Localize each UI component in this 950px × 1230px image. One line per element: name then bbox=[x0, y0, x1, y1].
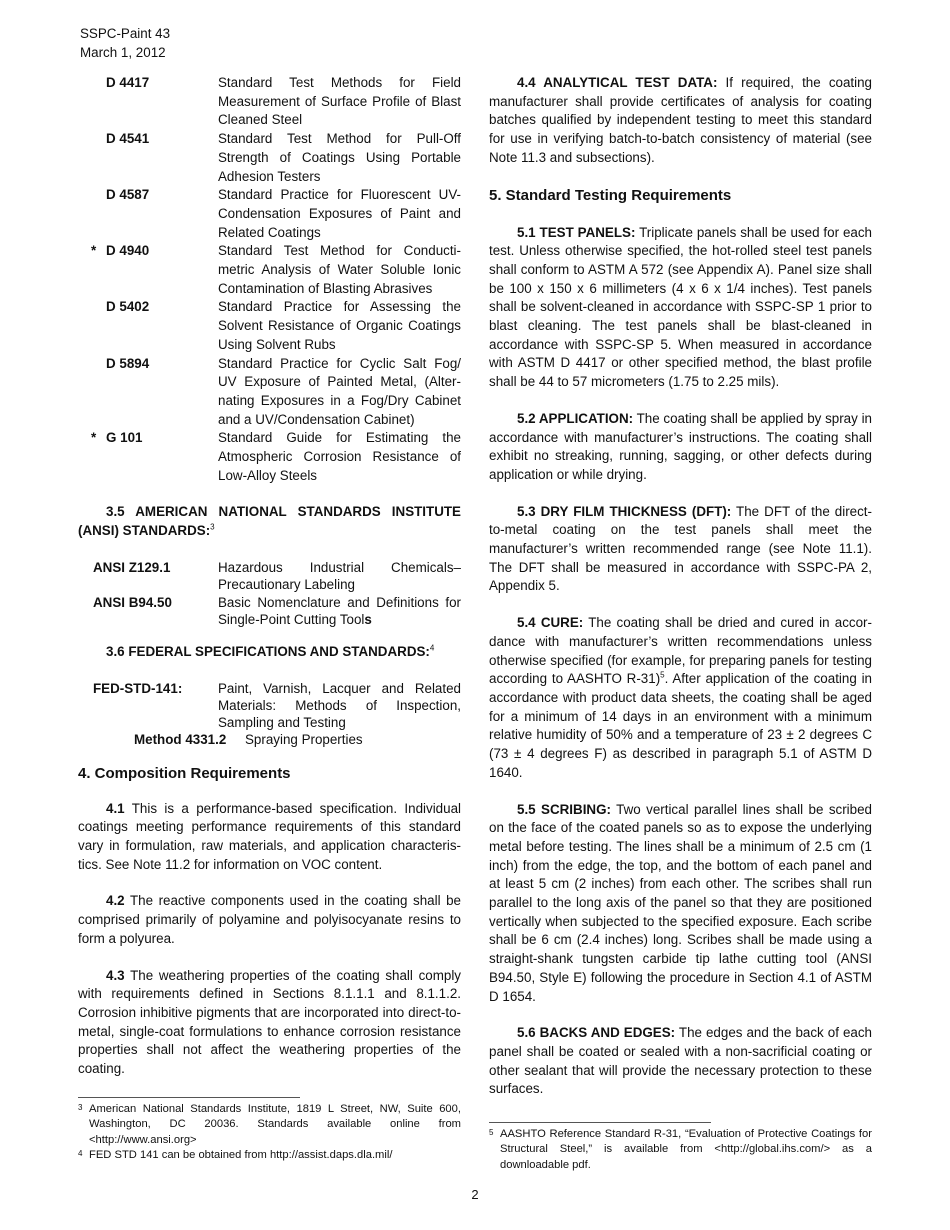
paragraph-5-5: 5.5 SCRIBING: Two vertical parallel lines shall be scribed on the face of the coated panels so as to expose the underlying metal before testing. The lines shall be a minimum of 2.5 cm (1 inch) from the edge, the top, and the bottom of each panel and at least 5 cm (2 inches) from each other. The scribes shall run parallel to the long axis of the panel so that they are positioned vertically when subjected to the specified exposure. Each scribe shall be 6 cm (2.4 inches) long. Scribes shall be made using a straight-shank tungsten carbide tip lathe cutting tool (ANSI B94.50, Style E) following the procedure in Section 4.1 of ASTM D 1654. bbox=[489, 801, 872, 1004]
reference-item bbox=[78, 594, 461, 629]
footnote: 3 American National Standards Institute, 1819 L Street, NW, Suite 600, Washington, DC 20036. Standards available online from <http://www.ansi.org> bbox=[78, 1103, 461, 1146]
reference-code: ANSI Z129.1 bbox=[93, 559, 171, 575]
paragraph-4-1: 4.1 This is a performance-based specification. Individual coatings meeting performance requirements of this standard vary in formulation, raw materials, and application characteristics. See Note 11.2 for information on VOC content. bbox=[78, 800, 461, 872]
paragraph-5-6: 5.6 BACKS AND EDGES: The edges and the back of each panel shall be coated or sealed with a non-sacrificial coating or other sealant that will provide the necessary protection to these surfaces. bbox=[489, 1025, 872, 1097]
reference-title: Standard Test Methods for Field Measurement of Surface Profile of Blast Cleaned Steel bbox=[218, 75, 461, 128]
paragraph-4-2: 4.2 The reactive components used in the coating shall be comprised primarily of polyamine and polyisocyanate resins to form a polyurea. bbox=[78, 893, 461, 946]
reference-title: Standard Test Method for Conductimetric Analysis of Water Soluble Ionic Contamination of Blasting Abrasives bbox=[218, 243, 461, 296]
reference-item bbox=[78, 74, 461, 130]
reference-item bbox=[78, 186, 461, 242]
section-5-heading: 5. Standard Testing Requirements bbox=[489, 186, 732, 204]
paragraph-5-3: 5.3 DRY FILM THICKNESS (DFT): The DFT of the direct-to-metal coating on the test panels shall meet the manufacturer’s written recommended range (see Note 11.1). The DFT shall be measured in accordance with SSPC-PA 2, Appendix 5. bbox=[489, 503, 872, 594]
reference-item bbox=[78, 355, 461, 430]
revision-asterisk: * bbox=[91, 243, 97, 259]
footnote-ref: 5 bbox=[660, 670, 665, 680]
footnotes-right bbox=[489, 1127, 872, 1173]
reference-title: Hazardous Industrial Chemicals– Precautionary Labeling bbox=[218, 559, 461, 593]
section-3-5-heading: 3.5 AMERICAN NATIONAL STANDARDS INSTITUTE (ANSI) STANDARDS:$^3$ bbox=[78, 504, 461, 539]
document-date: March 1, 2012 bbox=[80, 45, 166, 60]
reference-code: ANSI B94.50 bbox=[93, 594, 172, 610]
reference-code: Method 4331.2 bbox=[134, 731, 227, 747]
document-id: SSPC-Paint 43 bbox=[80, 26, 171, 41]
footnote-ref: 3 bbox=[210, 522, 215, 532]
reference-code: D 5894 bbox=[106, 355, 150, 371]
paragraph-4-3: 4.3 The weathering properties of the coating shall comply with requirements defined in Sections 8.1.1.1 and 8.1.1.2. Corrosion inhibitive pigments that are incorporated into direct-to-metal, single-coat formulations to enhance corrosion resistance properties shall not affect the weathering properties of the coating. bbox=[78, 967, 461, 1077]
reference-code: D 4417 bbox=[106, 75, 150, 90]
footnote: 5 AASHTO Reference Standard R-31, “Evaluation of Protective Coatings for Structural Steel,” is available from <http://global.ihs.com/> as a downloadable pdf. bbox=[489, 1128, 872, 1171]
footnote-ref: 4 bbox=[429, 643, 435, 653]
reference-item bbox=[78, 298, 461, 354]
astm-reference-list bbox=[78, 74, 461, 485]
reference-code: D 5402 bbox=[106, 299, 150, 315]
left-column bbox=[78, 74, 461, 1079]
paragraph-5-2: 5.2 APPLICATION: The coating shall be applied by spray in accordance with manufacturer’s instructions. The coating shall exhibit no streaking, running, sagging, or other defects during application or while drying. bbox=[489, 410, 872, 482]
reference-title: Standard Guide for Estimating the Atmospheric Corrosion Resistance of Low-Alloy Steels bbox=[218, 430, 461, 483]
reference-title: Standard Test Method for Pull-Off Strength of Coatings Using Portable Adhesion Testers bbox=[218, 131, 461, 184]
reference-title: Basic Nomenclature and Definitions for Single-Point Cutting Tools bbox=[218, 594, 461, 628]
right-column bbox=[489, 74, 872, 1099]
reference-code: FED-STD-141: bbox=[93, 680, 183, 696]
revision-asterisk: * bbox=[91, 430, 97, 446]
paragraph-4-4: 4.4 ANALYTICAL TEST DATA: If required, the coating manufacturer shall provide certificates of analysis for coating batches qualified by independent testing to meet this standard for use in verifying batch-to-batch consistency of material (see Note 11.3 and subsections). bbox=[489, 75, 873, 165]
reference-code: D 4541 bbox=[106, 131, 150, 147]
page-header bbox=[80, 24, 170, 62]
reference-item bbox=[78, 242, 461, 298]
reference-title: Standard Practice for Assessing the Solvent Resistance of Organic Coatings Using Solvent Rubs bbox=[218, 299, 461, 352]
paragraph-5-1: 5.1 TEST PANELS: Triplicate panels shall be used for each test. Unless otherwise specified, the hot-rolled steel test panels shall conform to ASTM A 572 (see Appendix A). Panel size shall be 100 x 150 x 6 millimeters (4 x 6 x 1/4 inches). Test panels shall be solvent-cleaned in accordance with SSPC-SP 1 prior to blast cleaning. The test panels shall be blast-cleaned in accordance with SSPC-SP 5. When measured in accordance with ASTM D 4417 or other specified method, the blast profile shall be 44 to 57 micrometers (1.75 to 2.25 mils). bbox=[489, 224, 873, 390]
reference-code: D 4940 bbox=[106, 243, 150, 259]
reference-title: Standard Practice for Cyclic Salt Fog/ UV Exposure of Painted Metal, (Alternating Exposures in a Fog/Dry Cabinet and a UV/Condensation Cabinet) bbox=[218, 355, 461, 427]
footnote: 4 FED STD 141 can be obtained from http://assist.daps.dla.mil/ bbox=[78, 1148, 393, 1161]
reference-item bbox=[78, 559, 461, 594]
paragraph-5-4: 5.4 CURE: The coating shall be dried and cured in accordance with manufacturer’s written recommendations unless otherwise specified (for example, for preparing panels for testing according to AASHTO R-31)$^5$. After application of the coating in accordance with product data sheets, the coating shall be aged for a minimum of 14 days in an environment with a minimum relative humidity of 50% and a temperature of 23 ± 2 degrees C (73 ± 4 degrees F) as described in paragraph 5.1 of ASTM D 1640. bbox=[489, 615, 872, 780]
reference-title: Spraying Properties bbox=[245, 731, 363, 747]
reference-title: Standard Practice for Fluorescent UV-Condensation Exposures of Paint and Related Coatings bbox=[218, 187, 461, 240]
footnote-divider bbox=[489, 1122, 711, 1123]
reference-code: D 4587 bbox=[106, 187, 150, 203]
federal-reference-list bbox=[78, 680, 461, 748]
reference-item bbox=[78, 130, 461, 186]
reference-item bbox=[78, 731, 461, 748]
section-3-6-heading: 3.6 FEDERAL SPECIFICATIONS AND STANDARDS:$^4$ bbox=[106, 643, 435, 659]
ansi-reference-list bbox=[78, 559, 461, 629]
reference-title: Paint, Varnish, Lacquer and Related Materials: Methods of Inspection, Sampling and Testing bbox=[218, 680, 461, 730]
reference-code: G 101 bbox=[106, 430, 143, 446]
footnotes-left bbox=[78, 1102, 461, 1163]
section-4-heading: 4. Composition Requirements bbox=[78, 764, 291, 782]
reference-item bbox=[78, 680, 461, 731]
page-number: 2 bbox=[471, 1187, 479, 1202]
reference-item bbox=[78, 429, 461, 485]
footnote-divider bbox=[78, 1097, 300, 1098]
